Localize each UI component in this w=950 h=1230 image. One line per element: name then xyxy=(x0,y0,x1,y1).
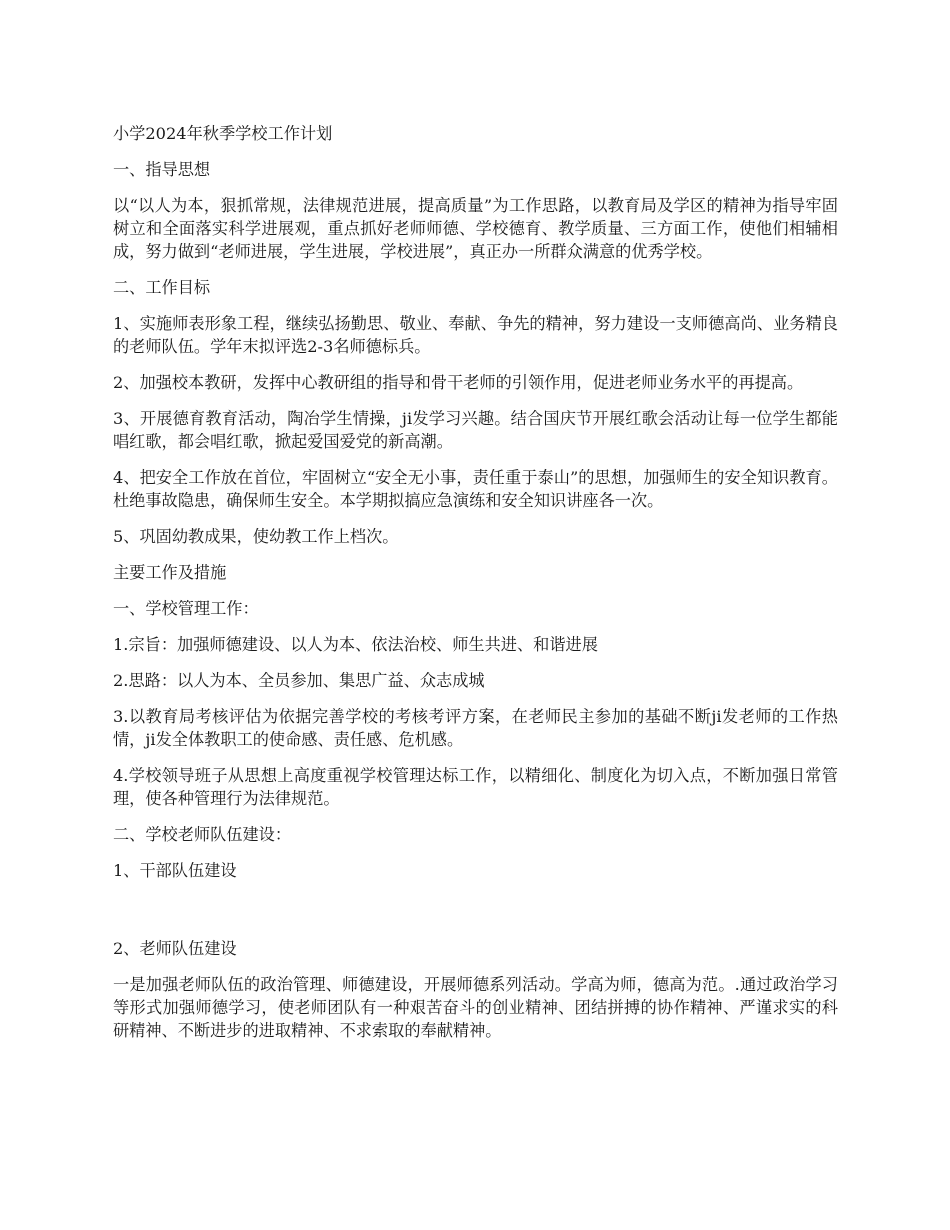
goal-item-1: 1、实施师表形象工程，继续弘扬勤思、敬业、奉献、争先的精神，努力建设一支师德高尚、业务精良的老师队伍。学年末拟评选2-3名师德标兵。 xyxy=(113,314,838,356)
section-heading-guiding-thought: 一、指导思想 xyxy=(113,160,211,179)
section-heading-main-work: 主要工作及措施 xyxy=(113,563,227,582)
blank-space xyxy=(113,895,838,937)
paragraph-guiding-thought: 以“以人为本，狠抓常规，法律规范进展，提高质量”为工作思路，以教育局及学区的精神为指导牢固树立和全面落实科学进展观，重点抓好老师师德、学校德育、教学质量、三方面工作，使他们相辅相成，努力做到“老师进展，学生进展，学校进展”，真正办一所群众满意的优秀学校。 xyxy=(113,196,838,261)
subheading-school-management: 一、学校管理工作： xyxy=(113,599,259,618)
subheading-teacher-team: 二、学校老师队伍建设： xyxy=(113,825,292,844)
document-title: 小学2024年秋季学校工作计划 xyxy=(113,124,333,143)
goal-item-5: 5、巩固幼教成果，使幼教工作上档次。 xyxy=(113,527,399,546)
management-item-4: 4.学校领导班子从思想上高度重视学校管理达标工作，以精细化、制度化为切入点，不断加强日常管理，使各种管理行为法律规范。 xyxy=(113,766,838,808)
goal-item-4: 4、把安全工作放在首位，牢固树立“安全无小事，责任重于泰山”的思想，加强师生的安全知识教育。杜绝事故隐患，确保师生安全。本学期拟搞应急演练和安全知识讲座各一次。 xyxy=(113,468,838,510)
section-heading-work-goals: 二、工作目标 xyxy=(113,278,211,297)
cadre-team-heading: 1、干部队伍建设 xyxy=(113,861,237,880)
management-item-2: 2.思路：以人为本、全员参加、集思广益、众志成城 xyxy=(113,671,485,690)
goal-item-3: 3、开展德育教育活动，陶冶学生情操，ji发学习兴趣。结合国庆节开展红歌会活动让每一位学生都能唱红歌，都会唱红歌，掀起爱国爱党的新高潮。 xyxy=(113,409,838,451)
goal-item-2: 2、加强校本教研，发挥中心教研组的指导和骨干老师的引领作用，促进老师业务水平的再提高。 xyxy=(113,373,804,392)
teacher-team-heading: 2、老师队伍建设 xyxy=(113,939,237,958)
management-item-1: 1.宗旨：加强师德建设、以人为本、依法治校、师生共进、和谐进展 xyxy=(113,635,598,654)
paragraph-teacher-team: 一是加强老师队伍的政治管理、师德建设，开展师德系列活动。学高为师，德高为范。.通过政治学习等形式加强师德学习，使老师团队有一种艰苦奋斗的创业精神、团结拼搏的协作精神、严谨求实的科研精神、不断进步的进取精神、不求索取的奉献精神。 xyxy=(113,975,838,1040)
document-page xyxy=(113,122,838,1055)
management-item-3: 3.以教育局考核评估为依据完善学校的考核考评方案，在老师民主参加的基础不断ji发老师的工作热情，ji发全体教职工的使命感、责任感、危机感。 xyxy=(113,707,838,749)
